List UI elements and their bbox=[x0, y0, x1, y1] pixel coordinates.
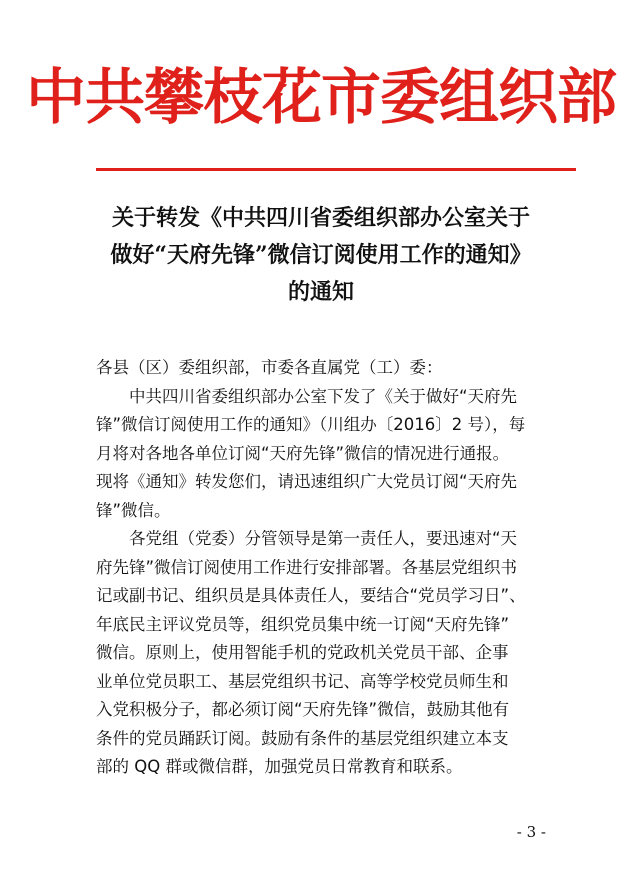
body-line: 锋”微信订阅使用工作的通知》（川组办〔2016〕2 号），每 bbox=[96, 415, 526, 434]
body-line: 锋”微信。 bbox=[96, 500, 171, 520]
title-line: 做好“天府先锋”微信订阅使用工作的通知》 bbox=[110, 242, 532, 268]
body-line: 入党积极分子，都必须订阅“天府先锋”微信，鼓励其他有 bbox=[96, 700, 510, 719]
body-line: 府先锋”微信订阅使用工作进行安排部署。各基层党组织书 bbox=[96, 557, 518, 577]
title-line: 关于转发《中共四川省委组织部办公室关于 bbox=[111, 205, 530, 231]
page-number: - 3 - bbox=[516, 823, 546, 841]
body-line: 业单位党员职工、基层党组织书记、高等学校党员师生和 bbox=[96, 671, 509, 691]
body-line: 记或副书记、组织员是具体责任人，要结合“党员学习日”、 bbox=[96, 586, 526, 605]
body-line: 中共四川省委组织部办公室下发了《关于做好“天府先 bbox=[96, 386, 518, 406]
body-line: 现将《通知》转发您们，请迅速组织广大党员订阅“天府先 bbox=[96, 472, 518, 491]
body-line: 各党组（党委）分管领导是第一责任人，要迅速对“天 bbox=[96, 529, 518, 548]
issuing-organization: 中共攀枝花市委组织部 bbox=[26, 63, 616, 133]
document-body bbox=[96, 354, 548, 782]
title-line: 的通知 bbox=[287, 279, 354, 305]
document-title bbox=[80, 200, 562, 311]
body-line: 年底民主评议党员等，组织党员集中统一订阅“天府先锋” bbox=[96, 614, 510, 634]
salutation-line: 各县（区）委组织部，市委各直属党（工）委： bbox=[96, 358, 443, 377]
body-line: 月将对各地各单位订阅“天府先锋”微信的情况进行通报。 bbox=[96, 443, 510, 463]
body-line: 条件的党员踊跃订阅。鼓励有条件的基层党组织建立本支 bbox=[96, 728, 509, 748]
header-divider bbox=[96, 168, 576, 171]
body-line: 微信。原则上，使用智能手机的党政机关党员干部、企事 bbox=[96, 643, 509, 662]
body-line: 部的 QQ 群或微信群，加强党员日常教育和联系。 bbox=[96, 757, 463, 776]
